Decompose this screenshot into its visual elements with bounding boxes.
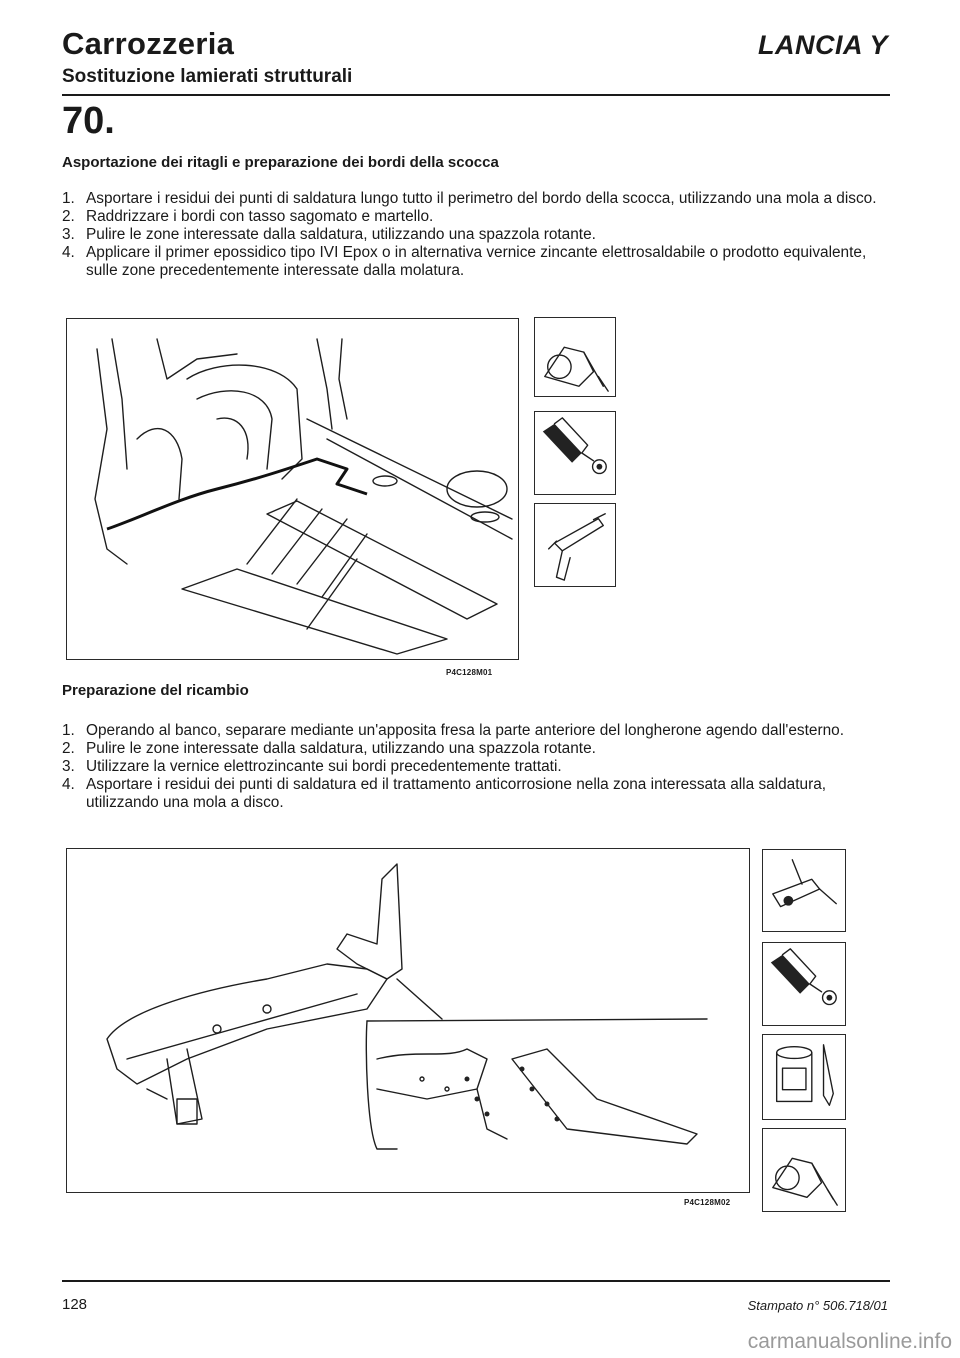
spray-gun-icon bbox=[534, 503, 616, 587]
chapter-subtitle: Sostituzione lamierati strutturali bbox=[62, 66, 353, 87]
figure-code: P4C128M01 bbox=[446, 668, 493, 677]
list-item: 1. Asportare i residui dei punti di saldatura lungo tutto il perimetro del bordo della scocca, utilizzando una mola a disco. bbox=[62, 190, 877, 207]
list-item: 3. Utilizzare la vernice elettrozincante sui bordi precedentemente trattati. bbox=[62, 758, 562, 775]
figure-body-floor bbox=[66, 318, 519, 660]
side-member-illustration bbox=[67, 849, 748, 1191]
rotary-brush-icon bbox=[534, 411, 616, 495]
steps-list bbox=[62, 722, 894, 812]
angle-grinder-icon bbox=[762, 1128, 846, 1212]
list-item: 1. Operando al banco, separare mediante un'apposita fresa la parte anteriore del longherone agendo dall'esterno. bbox=[62, 722, 844, 739]
paint-can-brush-icon bbox=[762, 1034, 846, 1120]
section-heading: Preparazione del ricambio bbox=[62, 682, 249, 699]
angle-grinder-icon bbox=[534, 317, 616, 397]
list-item: 3. Pulire le zone interessate dalla saldatura, utilizzando una spazzola rotante. bbox=[62, 226, 596, 243]
header-rule bbox=[62, 94, 890, 96]
floor-panel-illustration bbox=[67, 319, 517, 658]
section-heading: Asportazione dei ritagli e preparazione dei bordi della scocca bbox=[62, 154, 499, 171]
section-number: 70. bbox=[62, 100, 115, 142]
chapter-title: Carrozzeria bbox=[62, 26, 235, 61]
brand-label: LANCIA Y bbox=[757, 30, 888, 60]
print-reference: Stampato n° 506.718/01 bbox=[747, 1298, 888, 1313]
list-item: 4. Asportare i residui dei punti di saldatura ed il trattamento anticorrosione nella zona interessata alla saldatura, utilizzando una mola a disco. bbox=[62, 776, 827, 811]
watermark: carmanualsonline.info bbox=[747, 1330, 952, 1353]
figure-side-member bbox=[66, 848, 750, 1193]
steps-list bbox=[62, 190, 894, 280]
page-number: 128 bbox=[62, 1296, 88, 1313]
spot-weld-drill-icon bbox=[762, 849, 846, 932]
list-item: 4. Applicare il primer epossidico tipo IVI Epox o in alternativa vernice zincante elettrosaldabile o prodotto equivalente, sulle zone precedentemente interessate dalla molatura. bbox=[62, 244, 867, 279]
footer-rule bbox=[62, 1280, 890, 1282]
rotary-brush-icon bbox=[762, 942, 846, 1026]
figure-code: P4C128M02 bbox=[684, 1198, 731, 1207]
list-item: 2. Pulire le zone interessate dalla saldatura, utilizzando una spazzola rotante. bbox=[62, 740, 596, 757]
list-item: 2. Raddrizzare i bordi con tasso sagomato e martello. bbox=[62, 208, 434, 225]
